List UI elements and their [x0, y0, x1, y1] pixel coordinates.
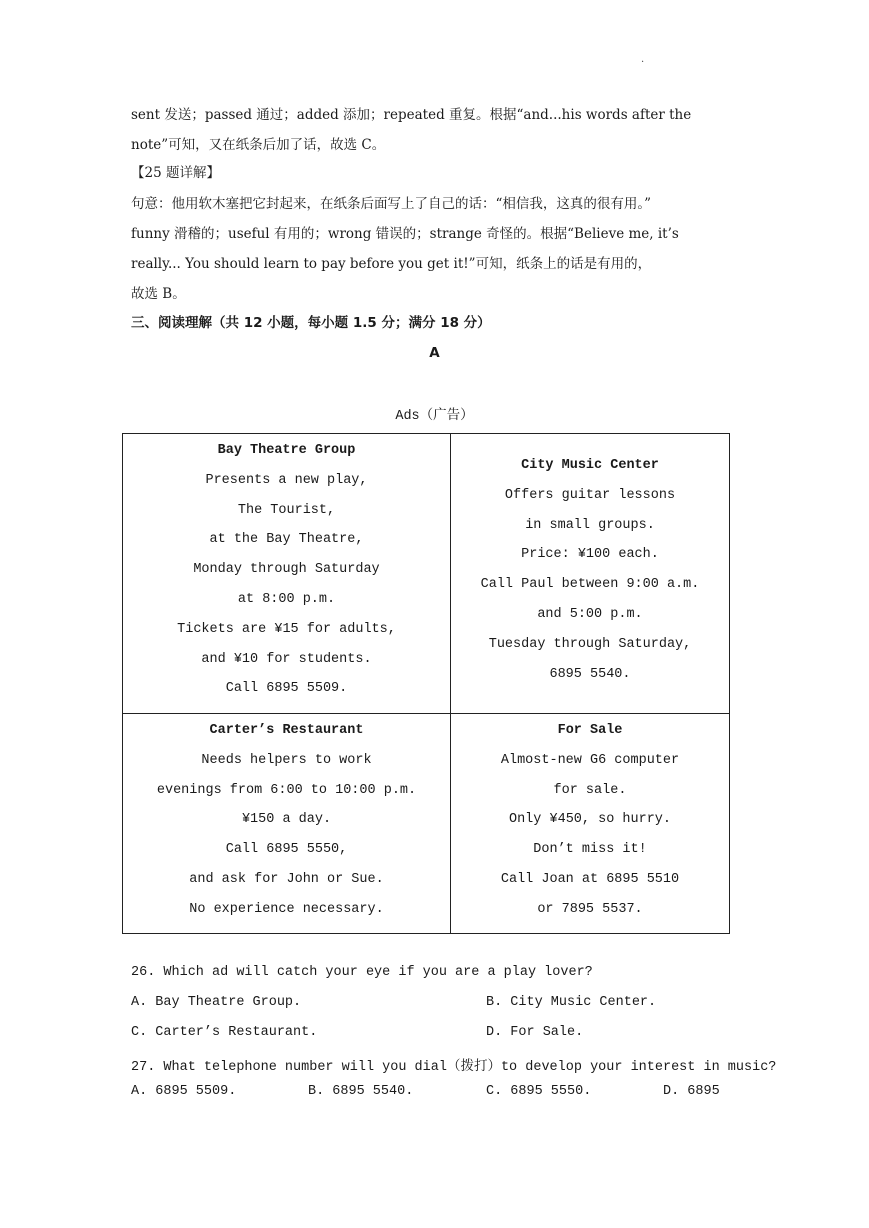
ad-bay-line: Presents a new play, — [205, 472, 368, 488]
ad-music-line: Tuesday through Saturday, — [488, 636, 692, 652]
ad-sale-line: Almost-new G6 computer — [500, 752, 680, 768]
ad-music-line: Call Paul between 9:00 a.m. — [480, 577, 700, 593]
q26-option-a[interactable]: A. Bay Theatre Group. — [131, 995, 302, 1010]
q25-header: 【25 题详解】 — [131, 165, 220, 181]
ad-carter-line: No experience necessary. — [189, 901, 384, 917]
ad-for-sale — [451, 714, 730, 934]
q27-option-a[interactable]: A. 6895 5509. — [131, 1084, 237, 1099]
q26-option-c[interactable]: C. Carter’s Restaurant. — [131, 1025, 318, 1040]
ad-bay-line: at the Bay Theatre, — [209, 532, 364, 548]
ad-carter-title: Carter’s Restaurant — [209, 723, 364, 738]
ad-bay-theatre — [123, 434, 451, 714]
ad-bay-line: at 8:00 p.m. — [237, 591, 336, 607]
question-26-stem: 26. Which ad will catch your eye if you are a play lover? — [131, 965, 593, 980]
ad-music-line: and 5:00 p.m. — [537, 606, 643, 622]
page-mark: . — [641, 54, 645, 65]
explanation-line-4: funny 滑稽的；useful 有用的；wrong 错误的；strange 奇怪的。根据“Believe me, it’s — [131, 226, 679, 242]
q26-option-b[interactable]: B. City Music Center. — [486, 995, 657, 1010]
q26-option-d[interactable]: D. For Sale. — [486, 1025, 584, 1040]
ad-bay-line: The Tourist, — [237, 502, 336, 518]
ad-bay-title: Bay Theatre Group — [217, 443, 356, 458]
ad-sale-line: Don’t miss it! — [533, 842, 647, 858]
part-label: A — [429, 345, 440, 361]
q27-option-b[interactable]: B. 6895 5540. — [308, 1084, 414, 1099]
ads-title: Ads（广告） — [395, 409, 474, 424]
explanation-line-2: note”可知，又在纸条后加了话，故选 C。 — [131, 137, 386, 153]
ad-bay-line: and ¥10 for students. — [201, 651, 372, 667]
ad-music-line: in small groups. — [525, 517, 655, 533]
ad-bay-line: Monday through Saturday — [193, 562, 380, 578]
ad-carter-line: ¥150 a day. — [241, 812, 332, 828]
explanation-line-1: sent 发送；passed 通过；added 添加；repeated 重复。根据“and...his words after the — [131, 107, 692, 123]
ad-sale-line: Only ¥450, so hurry. — [508, 812, 672, 828]
ad-music-line: 6895 5540. — [549, 666, 631, 682]
explanation-line-6: 故选 B。 — [131, 286, 186, 302]
ad-music-line: Price: ¥100 each. — [521, 547, 659, 563]
ad-sale-line: Call Joan at 6895 5510 — [500, 871, 680, 887]
section-title: 三、阅读理解（共 12 小题，每小题 1.5 分；满分 18 分） — [131, 315, 491, 331]
ad-carters-restaurant — [123, 714, 451, 934]
ad-carter-line: evenings from 6:00 to 10:00 p.m. — [156, 782, 417, 798]
q27-option-d[interactable]: D. 6895 — [663, 1084, 720, 1099]
ad-music-title: City Music Center — [521, 458, 659, 473]
ad-carter-line: Needs helpers to work — [201, 752, 372, 768]
ad-bay-line: Tickets are ¥15 for adults, — [177, 621, 396, 637]
ad-sale-line: or 7895 5537. — [537, 901, 643, 917]
ad-sale-title: For Sale — [557, 723, 623, 738]
q27-option-c[interactable]: C. 6895 5550. — [486, 1084, 592, 1099]
ad-bay-line: Call 6895 5509. — [225, 681, 348, 697]
ad-carter-line: and ask for John or Sue. — [189, 871, 384, 887]
ad-carter-line: Call 6895 5550, — [225, 842, 348, 858]
ad-sale-line: for sale. — [553, 782, 627, 798]
explanation-line-3: 句意：他用软木塞把它封起来，在纸条后面写上了自己的话：“相信我，这真的很有用。” — [131, 196, 652, 212]
ad-music-line: Offers guitar lessons — [504, 487, 676, 503]
question-27-stem: 27. What telephone number will you dial（拨打）to develop your interest in music? — [131, 1060, 777, 1075]
ads-table — [122, 433, 730, 934]
ad-city-music — [451, 434, 730, 714]
explanation-line-5: really... You should learn to pay before you get it!”可知，纸条上的话是有用的， — [131, 256, 652, 272]
